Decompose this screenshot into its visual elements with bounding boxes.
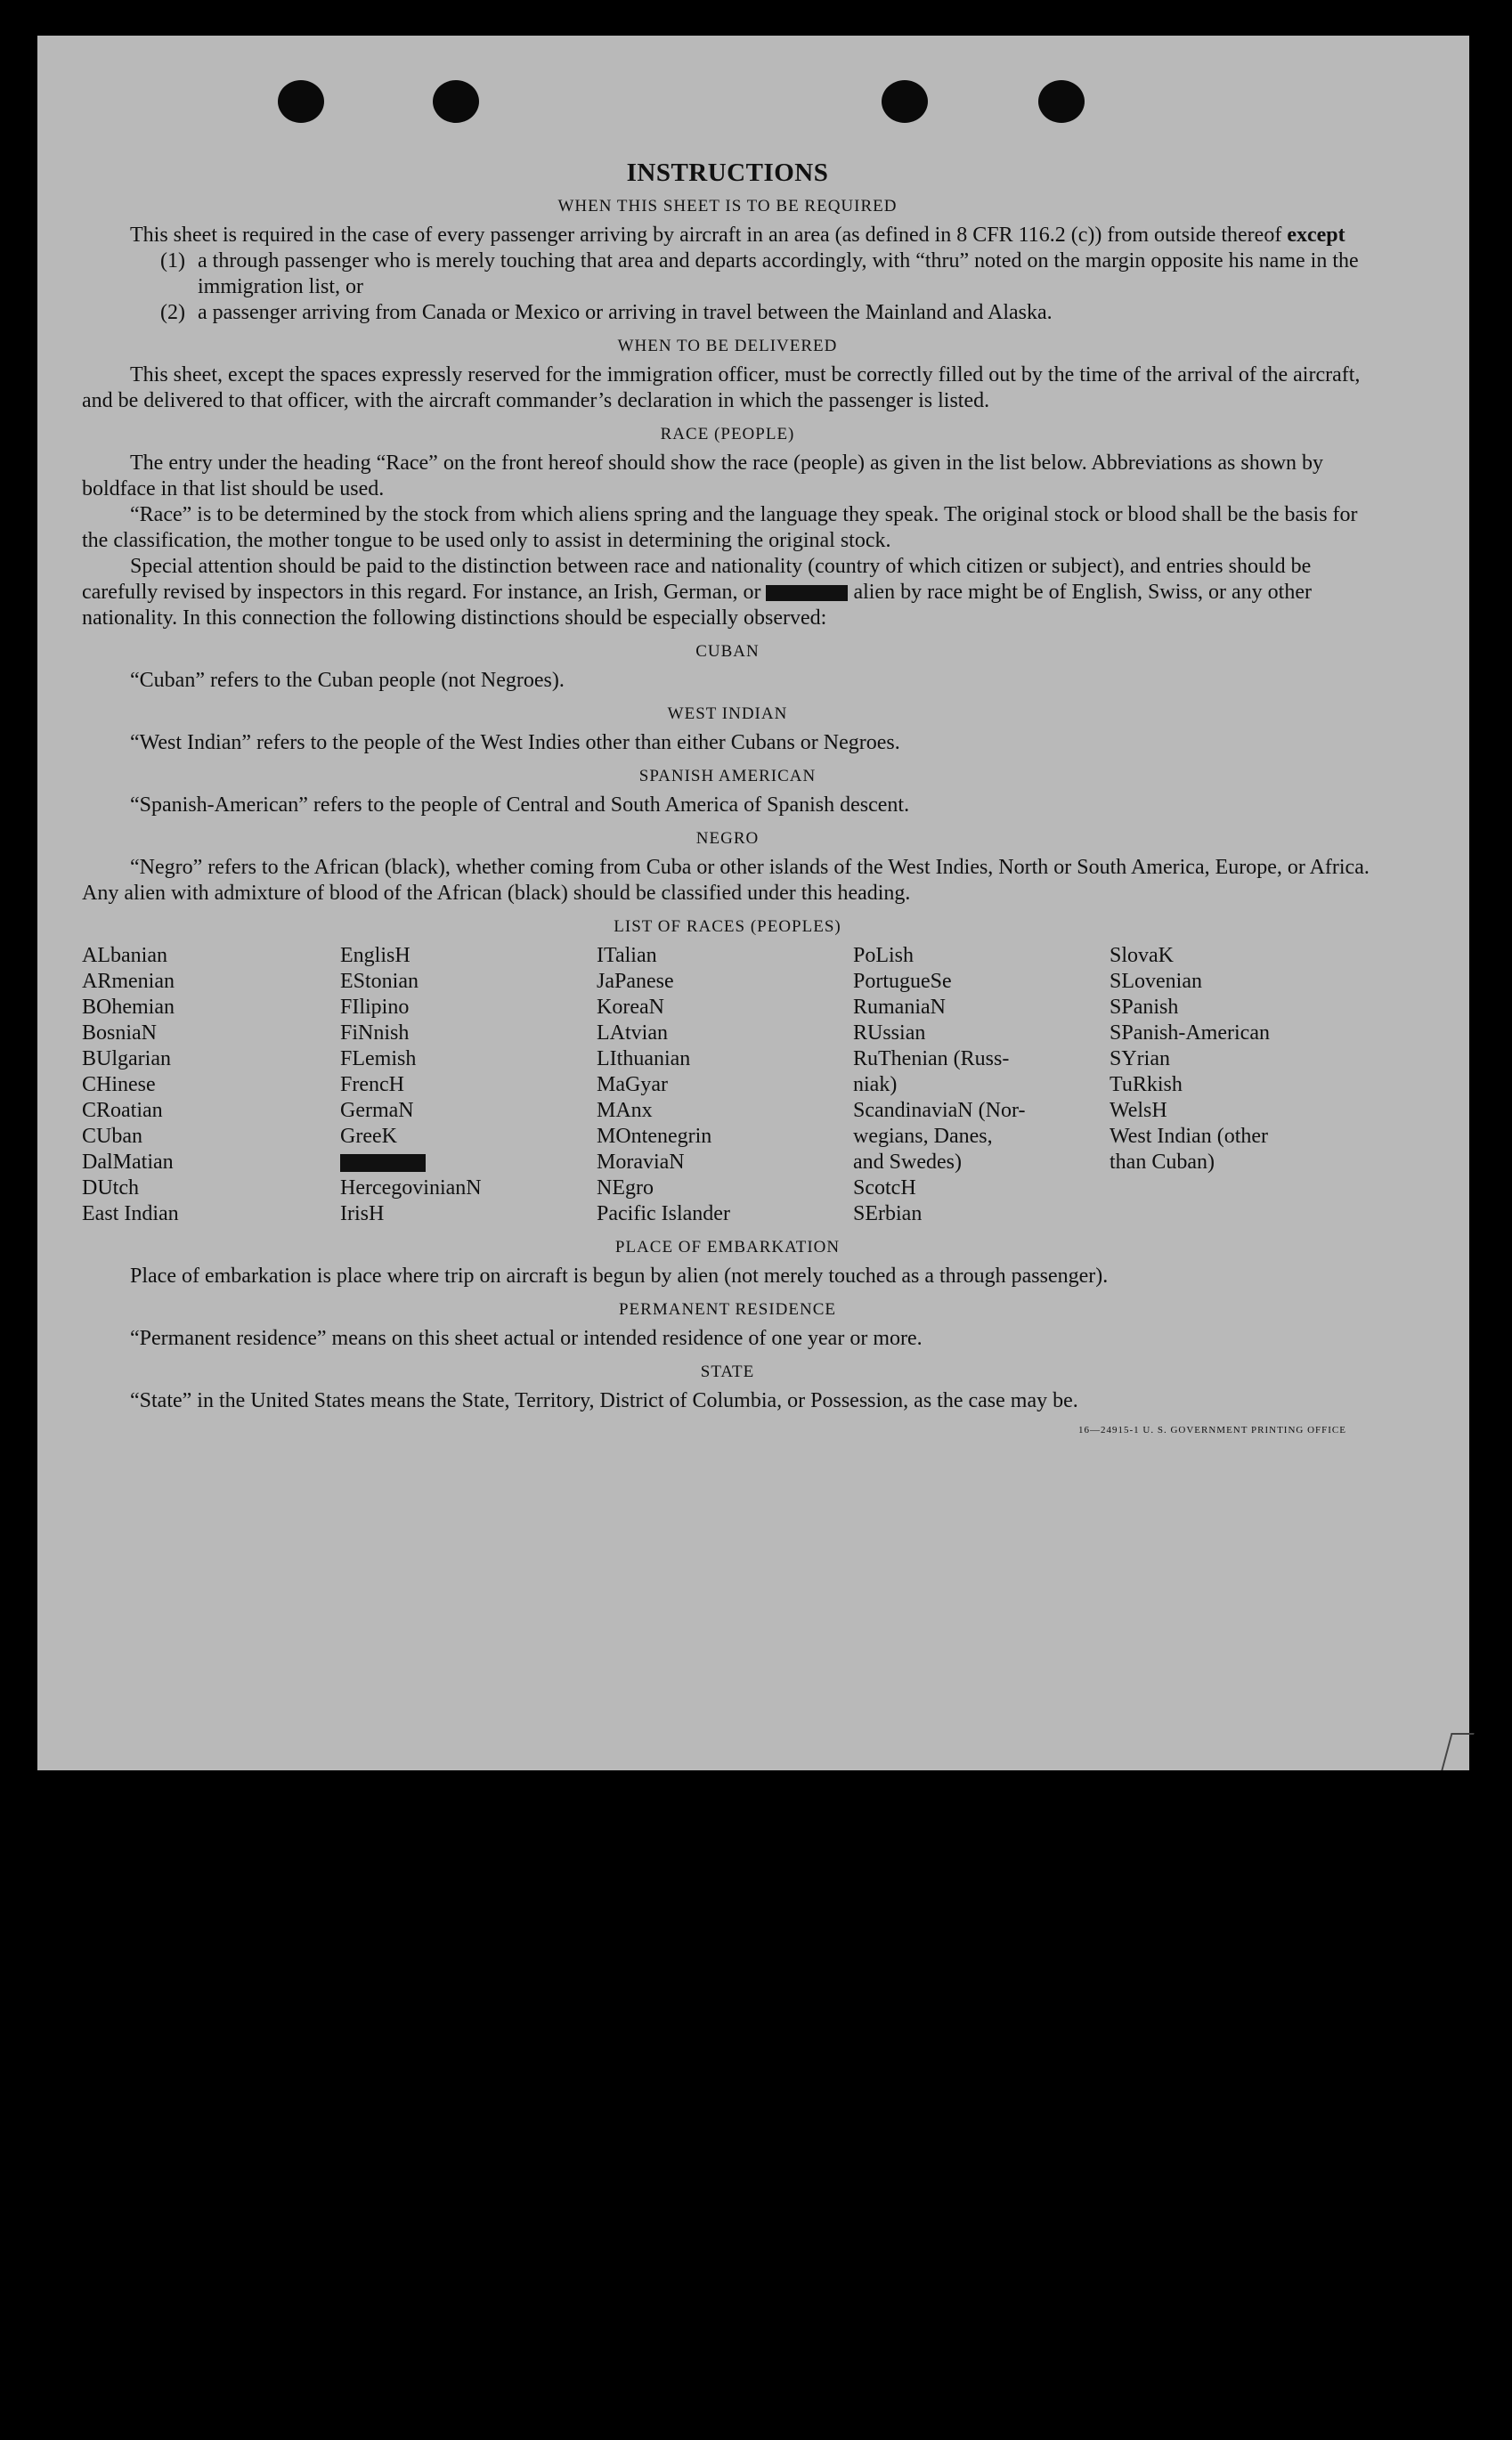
race-entry: and Swedes) [853, 1151, 962, 1174]
section-heading-races: LIST OF RACES (PEOPLES) [614, 917, 841, 936]
race-paragraph-2: “Race” is to be determined by the stock from which aliens spring and the language they speak. The original stock or blood shall be the basis for the classification, the mother tongue to be used only to assist in determining the original stock. [82, 503, 1358, 552]
race-entry: FIlipino [340, 996, 410, 1019]
race-entry: than Cuban) [1110, 1151, 1215, 1174]
section-heading-residence: PERMANENT RESIDENCE [618, 1300, 837, 1319]
races-column-3 [597, 943, 853, 1227]
race-entry: FLemish [340, 1047, 417, 1070]
race-entry: DUtch [82, 1176, 139, 1200]
race-entry: HercegovinianN [340, 1176, 482, 1200]
race-entry: LIthuanian [597, 1047, 691, 1070]
negro-text: “Negro” refers to the African (black), whether coming from Cuba or other islands of the West Indies, North or South America, Europe, or Africa. Any alien with admixture of blood of the African (black) should be classified under this heading. [82, 856, 1370, 905]
page-title: INSTRUCTIONS [626, 159, 829, 187]
spanish-american-text: “Spanish-American” refers to the people of Central and South America of Spanish descent. [130, 793, 910, 817]
race-entry: GreeK [340, 1125, 397, 1148]
race-entry: SLovenian [1110, 970, 1202, 993]
race-entry: wegians, Danes, [853, 1125, 993, 1148]
punch-hole [882, 80, 928, 123]
section-heading-delivered: WHEN TO BE DELIVERED [617, 337, 838, 355]
race-entry: MaGyar [597, 1073, 668, 1096]
race-entry: ARmenian [82, 970, 175, 993]
section-heading-embarkation: PLACE OF EMBARKATION [614, 1238, 841, 1257]
race-entry: LAtvian [597, 1021, 668, 1045]
punch-hole [278, 80, 324, 123]
race-entry: FrencH [340, 1073, 404, 1096]
race-entry: KoreaN [597, 996, 664, 1019]
required-intro: This sheet is required in the case of every passenger arriving by aircraft in an area (as defined in 8 CFR 116.2 (c)) from outside thereof except [130, 224, 1345, 247]
races-column-5 [1110, 943, 1368, 1227]
race-entry: FiNnish [340, 1021, 410, 1045]
section-heading-state: STATE [700, 1362, 755, 1381]
race-entry: JaPanese [597, 970, 674, 993]
section-heading-cuban: CUBAN [695, 642, 760, 661]
race-paragraph-1: The entry under the heading “Race” on the front hereof should show the race (people) as given in the list below. Abbreviations as shown by boldface in that list should be used. [82, 451, 1324, 500]
race-entry: SPanish [1110, 996, 1179, 1019]
race-entry: SPanish-American [1110, 1021, 1270, 1045]
delivered-text: This sheet, except the spaces expressly reserved for the immigration officer, must be correctly filled out by the time of the arrival of the aircraft, and be delivered to that officer, with the aircraft commander’s declaration in which the passenger is listed. [82, 363, 1361, 412]
race-entry: ScotcH [853, 1176, 916, 1200]
race-entry: BOhemian [82, 996, 175, 1019]
west-indian-text: “West Indian” refers to the people of the West Indies other than either Cubans or Negroes. [130, 731, 900, 754]
printer-mark: 16—24915-1 U. S. GOVERNMENT PRINTING OFFICE [1077, 1425, 1346, 1436]
instructions-content [82, 160, 1373, 1444]
race-entry: IrisH [340, 1202, 385, 1225]
races-column-2 [340, 943, 597, 1227]
section-heading-negro: NEGRO [695, 829, 760, 848]
race-entry: GermaN [340, 1099, 414, 1122]
race-entry: RUssian [853, 1021, 926, 1045]
race-entry: DalMatian [82, 1151, 174, 1174]
embarkation-text: Place of embarkation is place where trip on aircraft is begun by alien (not merely touched as a through passenger). [130, 1265, 1109, 1288]
race-entry: MoraviaN [597, 1151, 685, 1174]
race-entry: CHinese [82, 1073, 156, 1096]
cuban-text: “Cuban” refers to the Cuban people (not Negroes). [130, 669, 565, 692]
race-entry: East Indian [82, 1202, 179, 1225]
race-entry: NEgro [597, 1176, 654, 1200]
punch-hole [433, 80, 479, 123]
race-paragraph-3: Special attention should be paid to the distinction between race and nationality (country of which citizen or subject), and entries should be carefully revised by inspectors in this regard. For instance, an Irish, German, or alien by race might be of English, Swiss, or any other nationality. In this connection the following distinctions should be especially observed: [82, 555, 1312, 630]
race-entry: niak) [853, 1073, 898, 1096]
races-column-4 [853, 943, 1110, 1227]
races-column-1 [82, 943, 340, 1227]
section-heading-required: WHEN THIS SHEET IS TO BE REQUIRED [557, 197, 898, 216]
race-entry: ScandinaviaN (Nor- [853, 1099, 1026, 1122]
section-heading-spanish-american: SPANISH AMERICAN [638, 767, 817, 785]
race-entry: ALbanian [82, 944, 167, 967]
curled-corner [1441, 1733, 1474, 1770]
race-entry: Pacific Islander [597, 1202, 730, 1225]
redaction-bar [766, 585, 848, 601]
race-entry: WelsH [1110, 1099, 1167, 1122]
race-entry: PortugueSe [853, 970, 952, 993]
race-entry: ITalian [597, 944, 657, 967]
race-entry: PoLish [853, 944, 915, 967]
race-entry: RuThenian (Russ- [853, 1047, 1010, 1070]
punch-hole [1038, 80, 1085, 123]
race-entry: RumaniaN [853, 996, 946, 1019]
race-entry: BosniaN [82, 1021, 157, 1045]
required-item-1: (1) a through passenger who is merely touching that area and departs accordingly, with “thru” noted on the margin opposite his name in the immigration list, or [160, 249, 1359, 298]
race-entry: EnglisH [340, 944, 411, 967]
race-entry: BUlgarian [82, 1047, 171, 1070]
races-list [82, 943, 1373, 1227]
race-entry: SlovaK [1110, 944, 1174, 967]
section-heading-west-indian: WEST INDIAN [667, 704, 788, 723]
race-entry: MOntenegrin [597, 1125, 712, 1148]
redaction-bar [340, 1154, 426, 1172]
race-entry: TuRkish [1110, 1073, 1183, 1096]
state-text: “State” in the United States means the State, Territory, District of Columbia, or Possession, as the case may be. [130, 1389, 1078, 1412]
form-sheet [37, 36, 1469, 1770]
race-entry: MAnx [597, 1099, 653, 1122]
race-entry: SYrian [1110, 1047, 1170, 1070]
race-entry: EStonian [340, 970, 419, 993]
section-heading-race: RACE (PEOPLE) [660, 425, 795, 443]
race-entry: CRoatian [82, 1099, 163, 1122]
race-entry: CUban [82, 1125, 142, 1148]
required-item-2: (2) a passenger arriving from Canada or Mexico or arriving in travel between the Mainland and Alaska. [160, 301, 1053, 324]
residence-text: “Permanent residence” means on this sheet actual or intended residence of one year or more. [130, 1327, 923, 1350]
race-entry: West Indian (other [1110, 1125, 1269, 1148]
race-entry: SErbian [853, 1202, 923, 1225]
